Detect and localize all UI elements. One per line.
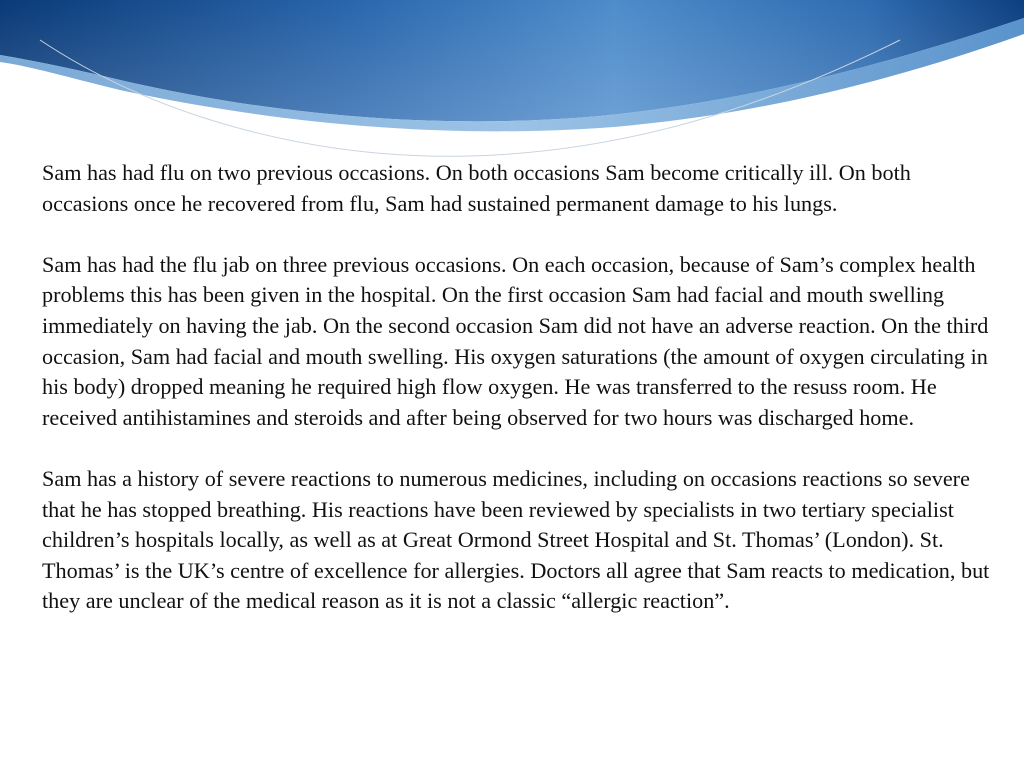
body-text <box>42 158 992 617</box>
paragraph-medicine-reactions: Sam has a history of severe reactions to numerous medicines, including on occasions reactions so severe that he has stopped breathing. His reactions have been reviewed by specialists in two tertiary specialist children’s hospitals locally, as well as at Great Ormond Street Hospital and St. Thomas’ (London). St. Thomas’ is the UK’s centre of excellence for allergies. Doctors all agree that Sam reacts to medication, but they are unclear of the medical reason as it is not a classic “allergic reaction”. <box>42 465 990 614</box>
paragraph-flu-jab-history: Sam has had the flu jab on three previous occasions. On each occasion, because of Sam’s complex health problems this has been given in the hospital. On the first occasion Sam had facial and mouth swelling immediately on having the jab. On the second occasion Sam did not have an adverse reaction. On the third occasion, Sam had facial and mouth swelling. His oxygen saturations (the amount of oxygen circulating in his body) dropped meaning he required high flow oxygen. He was transferred to the resuss room. He received antihistamines and steroids and after being observed for two hours was discharged home. <box>42 251 989 430</box>
header-wave-decoration <box>0 0 1024 170</box>
paragraph-flu-history: Sam has had flu on two previous occasions. On both occasions Sam become critically ill. On both occasions once he recovered from flu, Sam had sustained permanent damage to his lungs. <box>42 160 911 216</box>
